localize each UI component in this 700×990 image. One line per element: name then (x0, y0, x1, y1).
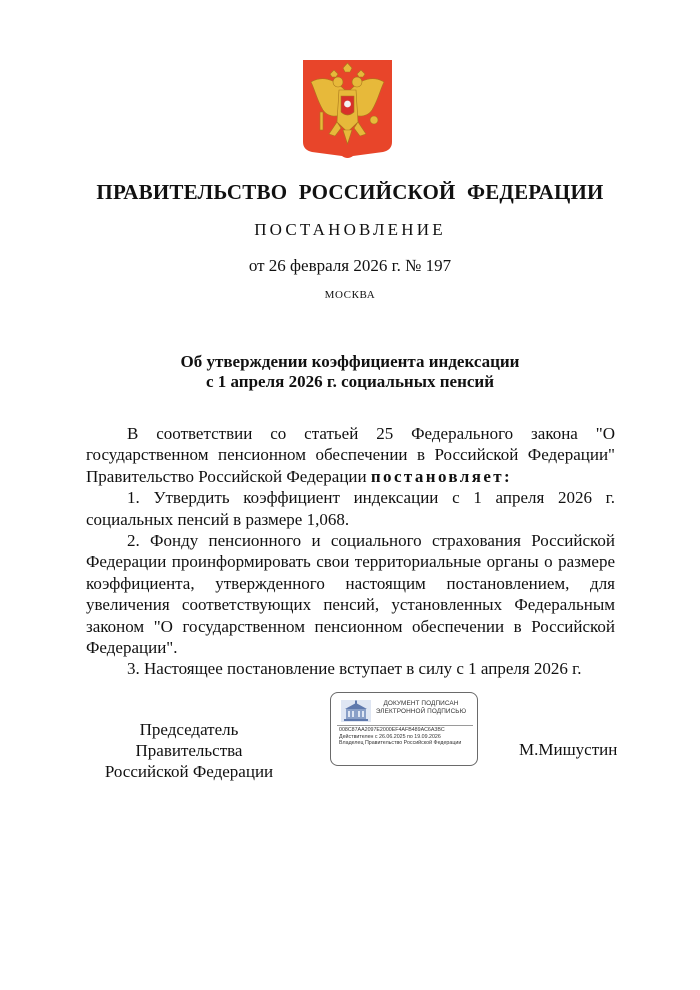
item-1: 1. Утвердить коэффициент индексации с 1 апреля 2026 г. социальных пенсий в размере 1,068. (86, 488, 615, 529)
certificate-validity: Действителен с 26.06.2025 по 19.09.2026 (339, 733, 441, 740)
item-3: 3. Настоящее постановление вступает в силу с 1 апреля 2026 г. (127, 659, 582, 679)
document-type: ПОСТАНОВЛЕНИЕ (254, 220, 446, 239)
stamp-title-line: ДОКУМЕНТ ПОДПИСАН (383, 700, 459, 707)
document-subject (0, 352, 700, 392)
stamp-details (339, 727, 475, 747)
signer-position-line: Российской Федерации (104, 762, 274, 781)
government-name: ПРАВИТЕЛЬСТВО РОССИЙСКОЙ ФЕДЕРАЦИИ (96, 180, 604, 204)
coat-of-arms-icon (303, 60, 392, 160)
resolves-word: постановляет: (370, 466, 513, 486)
electronic-signature-stamp (330, 692, 478, 766)
subject-line: Об утверждении коэффициента индексации (180, 352, 520, 371)
document-body (86, 423, 615, 680)
preamble-text: В соответствии со статьей 25 Федерального закона "О государственном пенсионном обеспечении в Российской Федерации" Правительство Российской Федерации (86, 424, 615, 486)
signer-position-line: Председатель Правительства (135, 720, 243, 760)
government-building-icon (341, 700, 371, 722)
document-date-number: от 26 февраля 2026 г. № 197 (248, 256, 452, 275)
stamp-title-line: ЭЛЕКТРОННОЙ ПОДПИСЬЮ (375, 708, 467, 715)
stamp-title (371, 700, 471, 716)
subject-line: с 1 апреля 2026 г. социальных пенсий (205, 372, 495, 391)
signer-position (84, 719, 294, 782)
certificate-owner: Владелец Правительство Российской Федерации (339, 740, 462, 747)
stamp-divider (337, 725, 473, 726)
item-2: 2. Фонду пенсионного и социального страхования Российской Федерации проинформировать свои территориальные органы о размере коэффициента, утвержденного настоящим постановлением, для увеличения соответствующих пенсий, установленных Федеральным законом "О государственном пенсионном обеспечении в Российской Федерации". (86, 531, 615, 658)
certificate-number: 008C87AA2097E2000EF4AFB489AC6A3BC (339, 727, 445, 733)
preamble-paragraph (86, 423, 615, 487)
signer-name: М.Мишустин (519, 740, 618, 759)
document-city: МОСКВА (324, 289, 376, 301)
